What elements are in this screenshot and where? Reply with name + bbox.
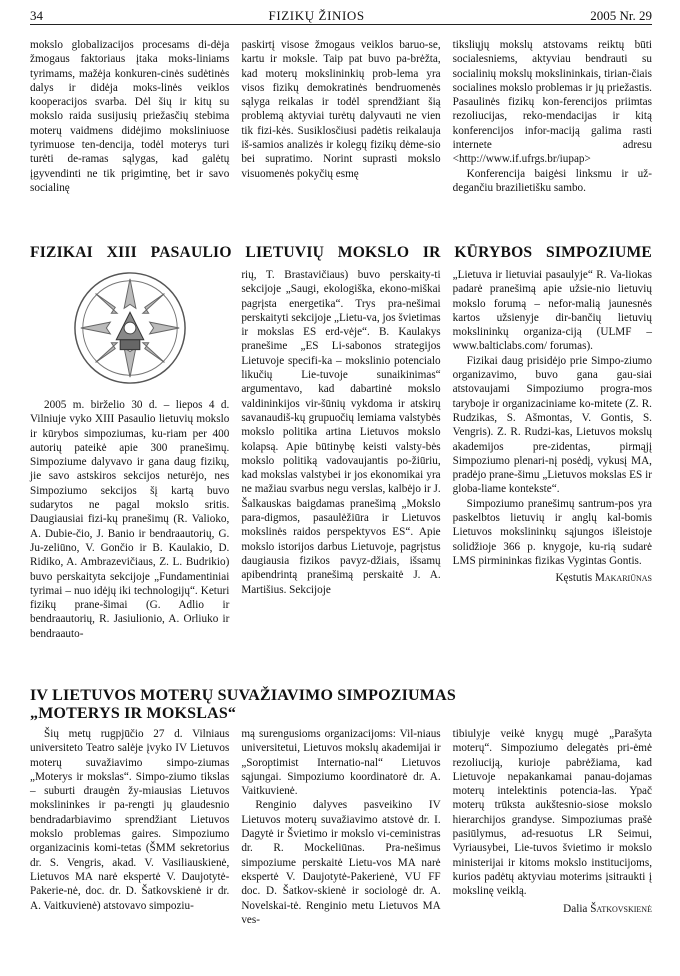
column-2 — [241, 727, 440, 927]
continued-article — [30, 38, 652, 195]
author-signature — [453, 903, 652, 915]
headline-word: IR — [422, 244, 441, 261]
paragraph: mą surengusioms organizacijoms: Vil-niaus universitetui, Lietuvos mokslų akademijai ir „Soroptimist Internatio-nal“ Lietuvos sąjungai. Simpoziumo koordinatorė dr. A. Vaitkuvienė. — [241, 728, 441, 798]
headline-line: IV LIETUVOS MOTERŲ SUVAŽIAVIMO SIMPOZIUMAS — [30, 687, 456, 704]
headline-word: KŪRYBOS — [454, 244, 533, 261]
paragraph: Šių metų rugpjūčio 27 d. Vilniaus universiteto Teatro salėje įvyko IV Lietuvos moterų suvažiavimo simpo-ziumas „Moterys ir mokslas“. Simpo-ziumo tikslas – suburti draugėn žy-miausias Lietuvos mokslininkes ir pa-rengti jų glaudesnio bendradarbiavimo sprendžiant Lietuvos mokslo problemas gaires. Simpoziumo organizacinis komi-tetas (ŠMM sekretorius dr. S. Vengris, akad. V. Vasiliauskienė, Lietuvos MA narė ekspertė V. Daujotytė-Pakerie-nė, doc. dr. D. Šatkovskienė ir dr. A. Vaitkuvienė) atstovavo simpoziu- — [30, 728, 230, 912]
column-1 — [30, 268, 229, 641]
article-2-body — [30, 727, 652, 927]
headline-word: SIMPOZIUME — [546, 244, 652, 261]
article-1-body — [30, 268, 652, 641]
journal-title: FIZIKŲ ŽINIOS — [268, 8, 365, 23]
paragraph: 2005 m. birželio 30 d. – liepos 4 d. Vilniuje vyko XIII Pasaulio lietuvių mokslo ir kūrybos simpoziumas, ku-riam per 400 autorių pateikė apie 300 pranešimų. Simpoziume dalyvavo ir gana daug fizikų, jie savo astskiros sekcijos neturėjo, nes Simpoziumo sekcijos šį kartą buvo sudarytos ne pagal mokslo sritis. Daugiausiai fizi-kų pranešimų (R. Valioko, A. Dubie-čio, J. Banio ir bendraautorių, G. Ju-zeliūno, V. Gončio ir B. Kaulakio, D. Ridiko, A. Ambrazevičiaus, Z. L. Budrikio) buvo perskaityta sekcijoje „Fundamentiniai tyrimai – nuo idėjų iki technologijų“. Keturi fizikų prane-šimai (G. Adlio ir bendraautorių, R. Jasiulionio, A. Orliuko ir bendraauto- — [30, 399, 230, 640]
author-first-name: Kęstutis — [555, 572, 593, 585]
article-1-headline — [30, 244, 652, 262]
paragraph: mokslo globalizacijos procesams di-dėja žmogaus faktoriaus įtaka moks-liniams tyrimams, mažėja konkuren-cinės sudėtinės dalys ir didėja moks-linės veiklos kooperacijos svarba. Dėl šių ir kitų su mokslo raida susijusių priežasčių stebima moterų vaidmens didėjimo moksliniuose tyrimuose ten-dencija, todėl moterys turi turėti de-ramas sąlygas, kad galėtų įgyvendinti ne tik prigimtinę, bet ir savo socialinę — [30, 39, 230, 194]
paragraph: tibiulyje veikė knygų mugė „Parašyta moterų“. Simpoziumo delegatės pri-ėmė rezoliuciją, kurioje pabrėžiama, kad Lietuvoje nepakankamai panau-dojamas moterų intelektinis potencia-las. Ypač moterų trūksta aukštesnio-siose mokslo hierarchijos grandyse. Simpoziumas prašė pasiūlymus, ad-resuotus LR Seimui, Vyriausybei, Lie-tuvos švietimo ir mokslo ministerijai ir kitoms mokslo institucijoms, kurios padėtų aktyviau moterims įsitraukti į mokslinę veiklą. — [452, 728, 652, 898]
paragraph: „Lietuva ir lietuviai pasaulyje“ R. Va-liokas padarė pranešimą apie užsie-nio lietuvių mokslo forumą – nefor-malią jaunesnės kartos užsienyje dir-bančių lietuvių mokslininkų organiza-ciją (ULMF – www.balticlabs.com/ forumas). — [452, 269, 652, 353]
headline-word: FIZIKAI — [30, 244, 93, 261]
article-2-headline — [30, 687, 652, 723]
author-first-name: Dalia — [563, 902, 588, 915]
author-last-name: Šatkovskienė — [590, 902, 652, 915]
paragraph: Konferencija baigėsi linksmu ir už-degančiu brazilietišku sambo. — [452, 167, 652, 194]
issue-number: 2005 Nr. 29 — [590, 8, 652, 23]
page-header — [30, 6, 652, 25]
headline-word: LIETUVIŲ — [245, 244, 325, 261]
headline-line: „MOTERYS IR MOKSLAS“ — [30, 705, 237, 722]
column-3 — [453, 727, 652, 927]
paragraph: rių, T. Brastavičiaus) buvo perskaity-ti sekcijoje „Saugi, ekologiška, ekono-miškai pagrįsta energetika“. Trys pra-nešimai perskaityti sekcijoje „Lietu-va, jos švietimas ir mokslas ES erd-vėje“. B. Kaulakys pranešime „ES Li-sabonos strategijos Lietuvoje specifi-ka – mokslinio potencialo likučių Lie-tuvoje sunaikinimas“ argumentavo, kad dabartinė mokslo valdininkijos vir-šūnių vykdoma ir atskirų savanaudiš-kų grupuočių lemiama valstybės mokslo politika artina Lietuvos mokslo kolapsą. Apie būtinybę keisti valsty-bės mokslo politiką vadovaujantis po-žiūriu, kad mokslas valstybei ir jos ekonomikai yra ne mažiau svarbus negu verslas, kalbėjo ir J. Šalkauskas baigdamas pranešimą „Mokslo para-digmos, pasaulėžiūra ir Lietuvos mokslinės raidos perspektyvos ES“. Apie mokslo istorijos darbus Lietuvoje, pagrįstus daugiausia fizikos pavyz-džiais, išsamų apibendrintą pranešimą perskaitė J. A. Martišius. Sekcijoje — [241, 269, 441, 596]
column-2 — [241, 38, 440, 195]
headline-word: PASAULIO — [150, 244, 232, 261]
author-last-name: Makariūnas — [594, 572, 652, 585]
author-signature — [453, 572, 652, 584]
column-2 — [241, 268, 440, 641]
paragraph: tiksliųjų mokslų atstovams reiktų būti socialesniems, aktyviau bendrauti su socialinių mokslų mokslininkais, tirian-čiais socialines mokslo problemas ir jų priežastis. Pasaulinės fizikų kon-ferencijos priimtas rezoliucijas, reko-mendacijas ir kitą konferencijos infor-maciją galima rasti internete adresu <http://www.if.ufrgs.br/iupap> — [452, 39, 652, 166]
paragraph: Fizikai daug prisidėjo prie Simpo-ziumo organizavimo, buvo gana gau-siai atstovaujami Simpoziumo progra-mos taryboje ir organizaciniame ko-mitete (Z. R. Rudzikas, S. Ašmontas, V. Gontis, S. Vengris). Z. R. Rudzi-kas, Lietuvos mokslų akademijos pre-zidentas, pirmąjį Simpoziumo plenari-nį posėdį, vykusį MA, pradėjo prane-šimu „Lietuvos mokslas ES ir globa-liame kontekste“. — [452, 354, 652, 496]
column-1 — [30, 38, 229, 195]
column-3 — [453, 268, 652, 641]
paragraph: Simpoziumo pranešimų santrum-pos yra paskelbtos lietuvių ir anglų kal-bomis Lietuvos mokslininkų sąjungos išleistoje solidžioje 366 p. knygoje, ku-rią sudarė LMS pirmininkas fizikas Vygintas Gontis. — [452, 497, 652, 567]
headline-word: XIII — [106, 244, 137, 261]
symposium-emblem-icon — [30, 268, 229, 388]
paragraph: paskirtį visose žmogaus veiklos baruo-se, kartu ir moksle. Taip pat buvo pa-brėžta, kad moterų mokslininkių prob-lema yra visos fizikų demokratinės bendruomenės sąlyga reikalas ir todėl sprendžiant šią problemą aktyviai turėtų dalyvauti ne vien tik fizi-kės. Susiklosčiusi padėtis reikalauja iš-samios analizės ir kolegų fizikų dėme-sio bei supratimo. Norint suprasti mokslo visuomenės pokyčių esmę — [241, 39, 441, 180]
headline-word: MOKSLO — [337, 244, 410, 261]
page-number: 34 — [30, 8, 43, 23]
paragraph: Renginio dalyves pasveikino IV Lietuvos moterų suvažiavimo atstovė dr. I. Dagytė ir Švietimo ir mokslo vi-ceministras dr. R. Mockeliūnas. Pra-nešimus simpoziume perskaitė Lietu-vos MA narė ekspertė V. Daujotytė-Pakerienė, VU FF doc. D. Šatkov-skienė ir sociologė dr. A. Novelskai-tė. Renginio metu Lietuvos MA ves- — [241, 799, 441, 926]
column-3 — [453, 38, 652, 195]
column-1 — [30, 727, 229, 927]
